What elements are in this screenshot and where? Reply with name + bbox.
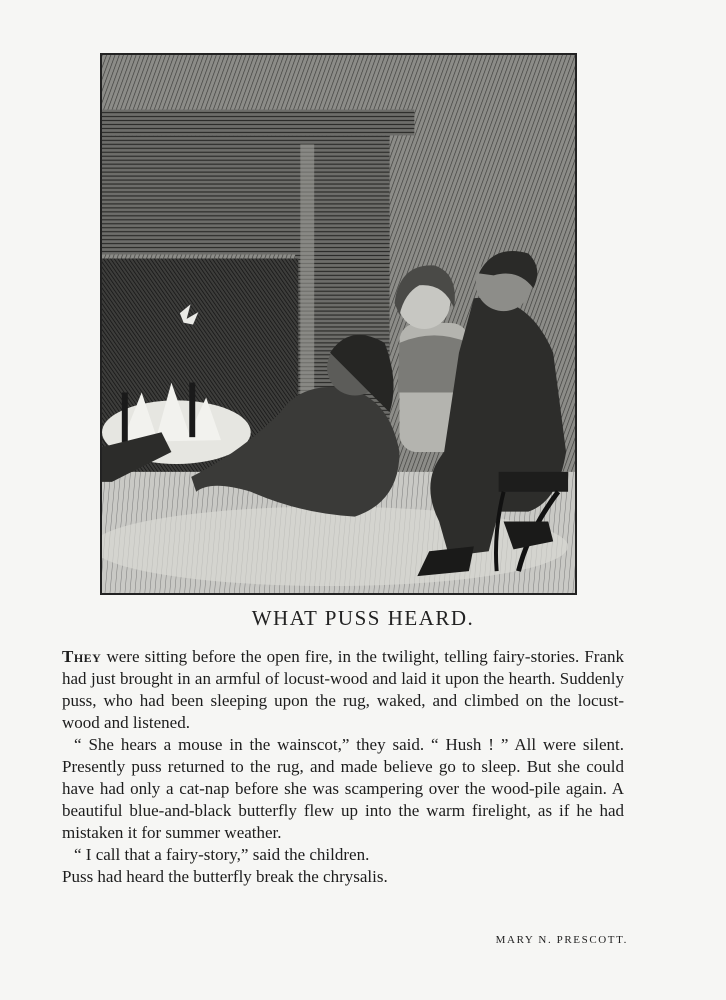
paragraph-1-text: were sitting before the open fire, in the twilight, telling fairy-stories. Frank had just brought in an armful of locust-wood and laid it upon the hearth. Suddenly puss, who had been sleeping upon the rug, waked, and climbed on the locust-wood and listened. bbox=[62, 647, 624, 732]
story-paragraph-4: Puss had heard the butterfly break the chrysalis. bbox=[62, 867, 388, 886]
engraving-image bbox=[102, 55, 575, 593]
story-paragraph-3: “ I call that a fairy-story,” said the children. bbox=[74, 845, 370, 864]
author-credit: MARY N. PRESCOTT. bbox=[495, 934, 628, 946]
story-body bbox=[62, 646, 624, 888]
story-paragraph-1 bbox=[62, 646, 624, 734]
drop-word: They bbox=[62, 647, 102, 666]
story-title: WHAT PUSS HEARD. bbox=[251, 606, 475, 630]
fireside-illustration bbox=[100, 53, 577, 595]
story-paragraph-2: “ She hears a mouse in the wainscot,” they said. “ Hush ! ” All were silent. Presently puss returned to the rug, and made believe go to sleep. But she could have had only a cat-nap before she was scampering over the wood-pile again. A beautiful blue-and-black butterfly flew up into the warm firelight, as if he had mistaken it for summer weather. bbox=[62, 735, 624, 842]
